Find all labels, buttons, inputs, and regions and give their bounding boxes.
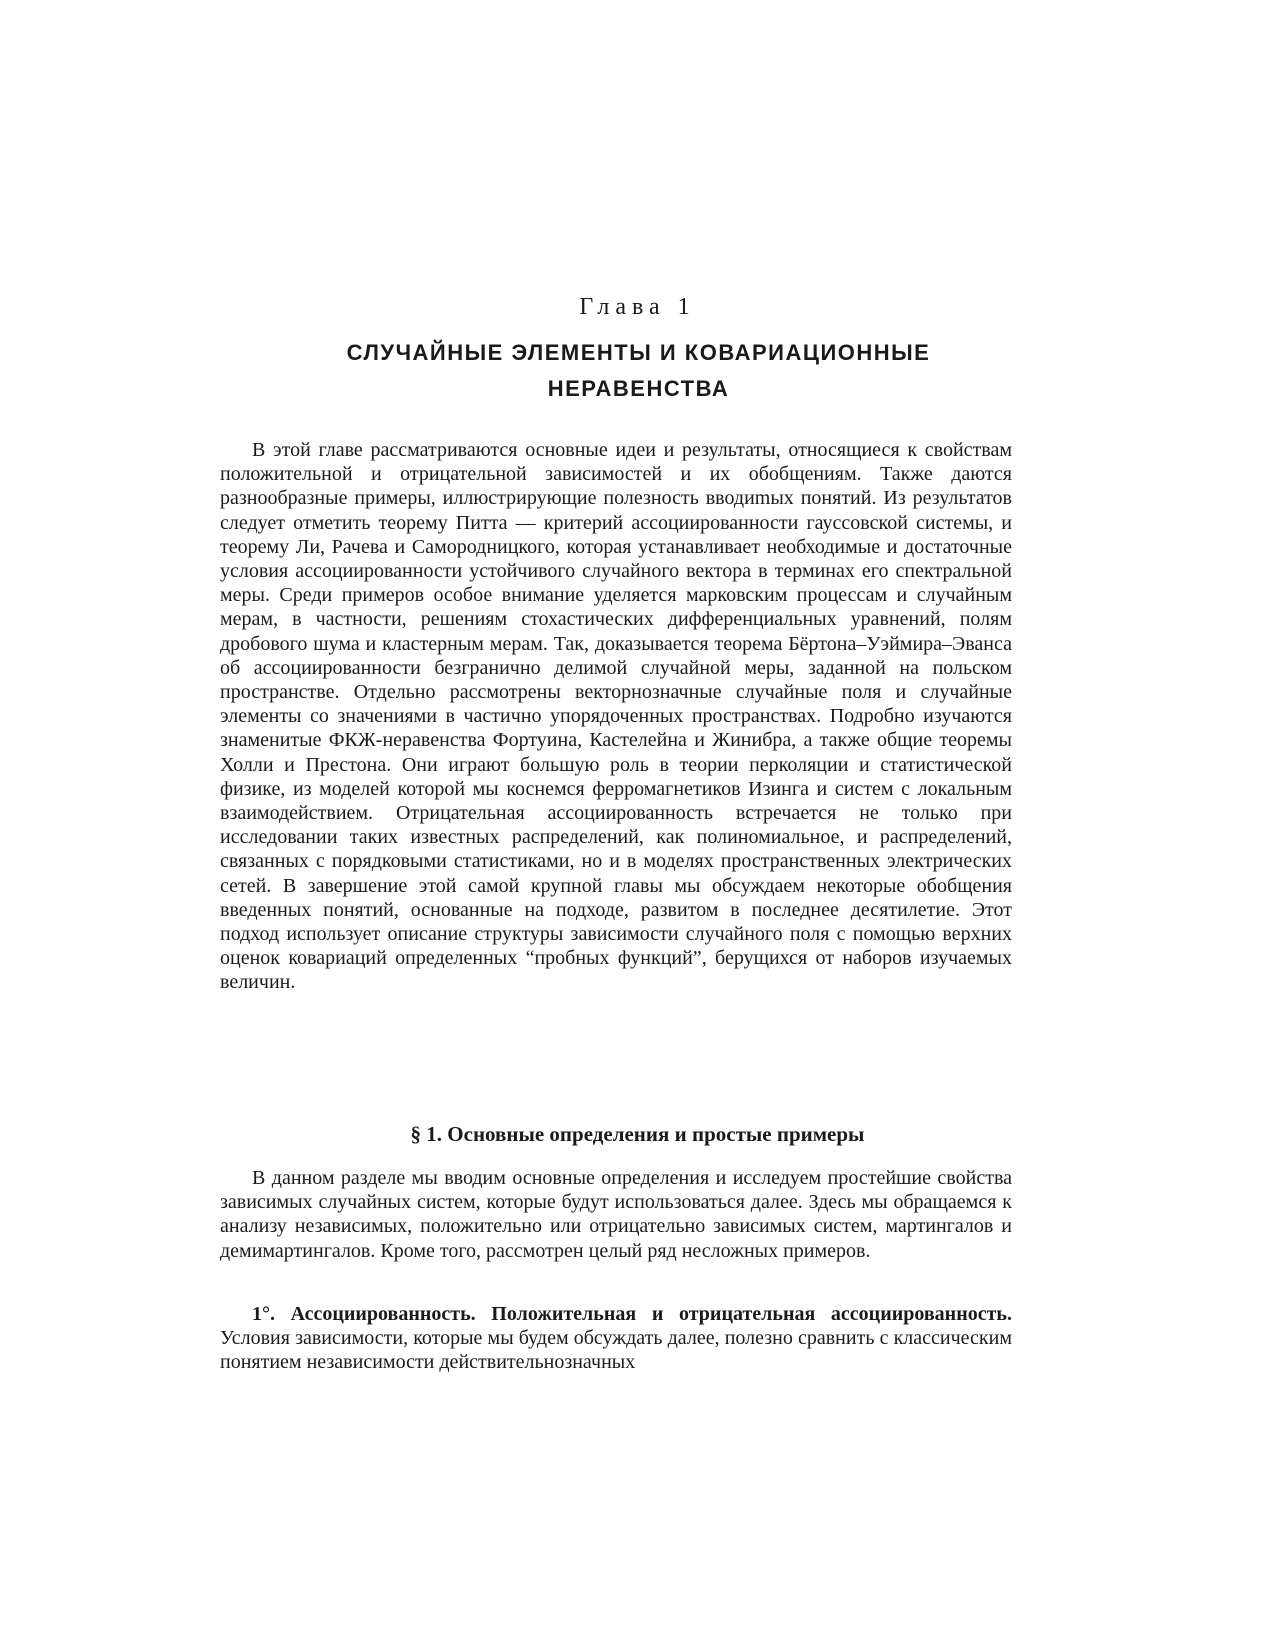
- chapter-title-line-2: НЕРАВЕНСТВА: [547, 376, 730, 401]
- intro-paragraph: В этой главе рассматриваются основные идеи и результаты, относящиеся к свойствам положительной и отрицательной зависимостей и их обобщениям. Также даются разнообразные примеры, иллюстрирующие полезность вводиmых понятий. Из результатов следует отметить теорему Питта — критерий ассоциированности гауссовской системы, и теорему Ли, Рачева и Самородницкого, которая устанавливает необходимые и достаточные условия ассоциированности устойчивого случайного вектора в терминах его спектральной меры. Среди примеров особое внимание уделяется марковским процессам и случайным мерам, в частности, решениям стохастических дифференциальных уравнений, полям дробового шума и кластерным мерам. Так, доказывается теорема Бёртона–Уэймира–Эванса об ассоциированности безгранично делимой случайной меры, заданной на польском пространстве. Отдельно рассмотрены векторнозначные случайные поля и случайные элементы со значениями в частично упорядоченных пространствах. Подробно изучаются знаменитые ФКЖ-неравенства Фортуина, Кастелейна и Жинибра, а также общие теоремы Холли и Престона. Они играют большую роль в теории перколяции и статистической физике, из моделей которой мы коснемся ферромагнетиков Изинга и систем с локальным взаимодействием. Отрицательная ассоциированность встречается не только при исследовании таких известных распределений, как полиномиальное, и распределений, связанных с порядковыми статистиками, но и в моделях пространственных электрических сетей. В завершение этой самой крупной главы мы обсуждаем некоторые обобщения введенных понятий, основанные на подходе, развитом в последнее десятилетие. Этот подход использует описание структуры зависимости случайного поля с помощью верхних оценок ковариаций определенных “пробных функций”, берущихся от наборов изучаемых величин.: [220, 439, 1012, 994]
- chapter-label: Глава 1: [579, 294, 696, 320]
- chapter-title: [220, 335, 1057, 407]
- section-paragraph: В данном разделе мы вводим основные определения и исследуем простейшие свойства зависимых случайных систем, которые будут использоваться далее. Здесь мы обращаемся к анализу независимых, положительно или отрицательно зависимых систем, мартингалов и демимартингалов. Кроме того, рассмотрен целый ряд несложных примеров.: [220, 1167, 1012, 1262]
- chapter-title-line-1: СЛУЧАЙНЫЕ ЭЛЕМЕНТЫ И КОВАРИАЦИОННЫЕ: [346, 340, 931, 365]
- subsection-1: [220, 1302, 1012, 1375]
- subsection-paragraph: [220, 1302, 1012, 1375]
- subsection-heading: 1°. Ассоциированность. Положительная и отрицательная ассоциированность.: [252, 1303, 1012, 1325]
- section-intro: [220, 1166, 1012, 1263]
- chapter-intro: [220, 438, 1012, 995]
- section-heading: § 1. Основные определения и простые примеры: [410, 1122, 865, 1146]
- subsection-text: Условия зависимости, которые мы будем обсуждать далее, полезно сравнить с классическим понятием независимости действительнозначных: [220, 1327, 1012, 1374]
